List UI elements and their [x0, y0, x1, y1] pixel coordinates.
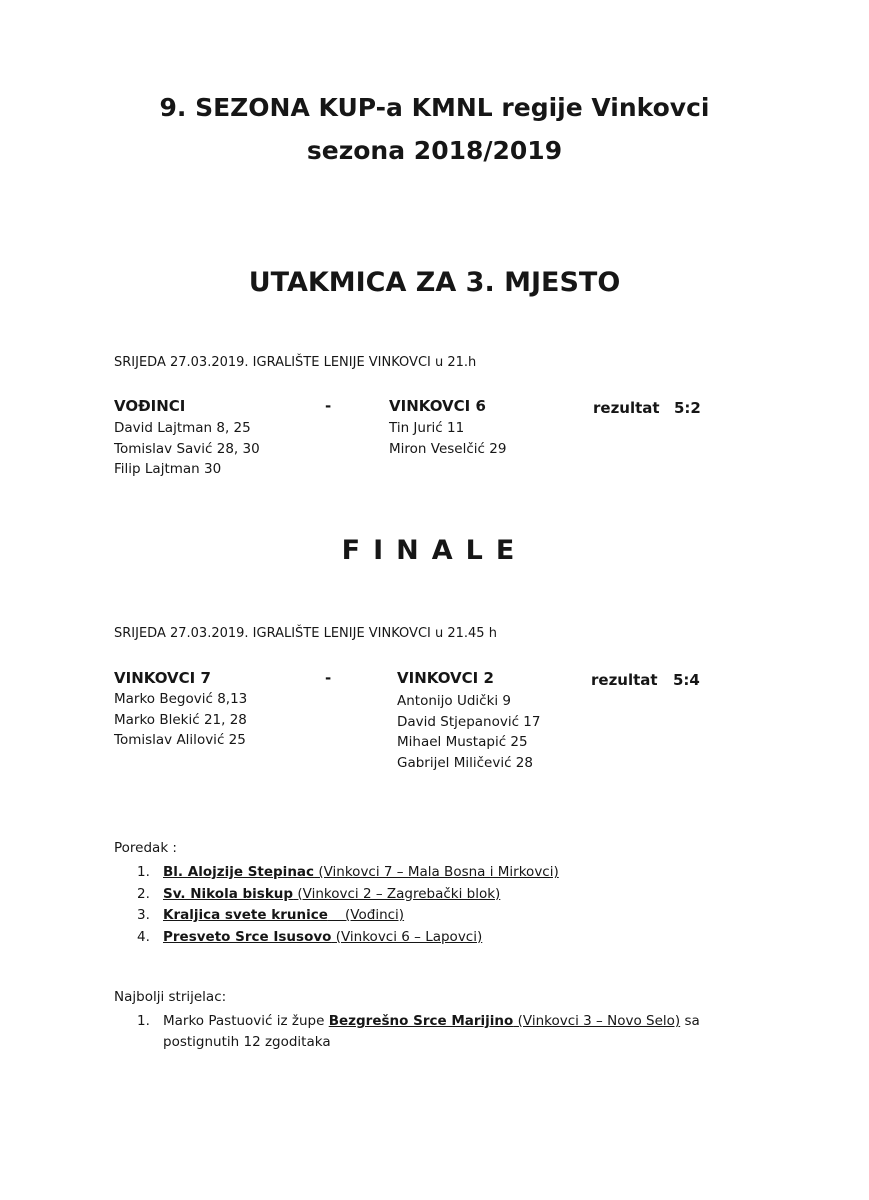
season-subtitle: sezona 2018/2019	[306, 136, 563, 165]
top-scorer-suffix: sa	[680, 1013, 700, 1029]
ranking-item	[137, 905, 559, 927]
scorer-item: David Lajtman 8, 25	[114, 420, 251, 436]
ranking-number: 1.	[137, 864, 150, 880]
scorer-item: Tomislav Alilović 25	[114, 732, 246, 748]
scorer-item: Antonijo Udički 9	[397, 693, 512, 709]
scorer-item: Filip Lajtman 30	[114, 461, 222, 477]
ranking-team-detail: (Vinkovci 6 – Lapovci)	[331, 928, 483, 945]
final-heading: FINALE	[341, 535, 528, 566]
scorer-item: Tin Jurić 11	[389, 420, 465, 436]
third-place-heading: UTAKMICA ZA 3. MJESTO	[248, 267, 621, 298]
ranking-number: 3.	[137, 907, 150, 923]
ranking-item	[137, 927, 559, 949]
third-result: 5:2	[674, 399, 701, 417]
third-away-scorers	[389, 418, 506, 459]
ranking-team-name: Bl. Alojzije Stepinac	[163, 864, 315, 880]
top-scorer-parish-detail: (Vinkovci 3 – Novo Selo)	[513, 1013, 681, 1029]
ranking-team-detail: (Vinkovci 2 – Zagrebački blok)	[293, 885, 501, 902]
final-result: 5:4	[673, 671, 700, 689]
top-scorer-line	[137, 1013, 700, 1029]
third-away-team: VINKOVCI 6	[389, 397, 486, 415]
ranking-label: Poredak :	[114, 840, 177, 856]
final-separator: -	[325, 669, 332, 687]
ranking-list	[137, 862, 559, 948]
top-scorer-parish: Bezgrešno Srce Marijino	[328, 1013, 514, 1029]
top-scorer-label: Najbolji strijelac:	[114, 989, 227, 1005]
third-result-label: rezultat	[593, 399, 660, 417]
third-separator: -	[325, 397, 332, 415]
ranking-number: 2.	[137, 885, 150, 902]
final-info: SRIJEDA 27.03.2019. IGRALIŠTE LENIJE VINKOVCI u 21.45 h	[114, 626, 497, 641]
top-scorer-goals: postignutih 12 zgoditaka	[163, 1034, 331, 1050]
ranking-team-name: Presveto Srce Isusovo	[163, 928, 332, 945]
top-scorer-number: 1.	[137, 1013, 150, 1029]
scorer-item: Tomislav Savić 28, 30	[114, 440, 260, 457]
ranking-item	[137, 884, 559, 906]
scorer-item: Miron Veselčić 29	[389, 440, 507, 457]
top-scorer-text: Marko Pastuović iz župe	[163, 1013, 329, 1029]
ranking-team-name: Sv. Nikola biskup	[163, 885, 294, 902]
scorer-item: Marko Begović 8,13	[114, 691, 248, 707]
scorer-item: Marko Blekić 21, 28	[114, 711, 247, 728]
ranking-team-detail: (Vođinci)	[327, 907, 405, 923]
scorer-item: Mihael Mustapić 25	[397, 734, 528, 750]
scorer-item: David Stjepanović 17	[397, 713, 541, 730]
final-away-team: VINKOVCI 2	[397, 669, 494, 687]
document-title: 9. SEZONA KUP-a KMNL regije Vinkovci	[159, 93, 710, 122]
final-home-team: VINKOVCI 7	[114, 669, 211, 687]
ranking-team-detail: (Vinkovci 7 – Mala Bosna i Mirkovci)	[314, 864, 559, 880]
ranking-item	[137, 862, 559, 884]
third-place-info: SRIJEDA 27.03.2019. IGRALIŠTE LENIJE VINKOVCI u 21.h	[114, 355, 477, 370]
scorer-item: Gabrijel Miličević 28	[397, 754, 533, 771]
final-result-label: rezultat	[591, 671, 658, 689]
ranking-team-name: Kraljica svete krunice	[163, 907, 328, 923]
final-home-scorers	[114, 689, 247, 751]
third-home-scorers	[114, 418, 260, 480]
final-away-scorers	[397, 691, 540, 773]
third-home-team: VOĐINCI	[114, 397, 186, 415]
ranking-number: 4.	[137, 928, 150, 945]
